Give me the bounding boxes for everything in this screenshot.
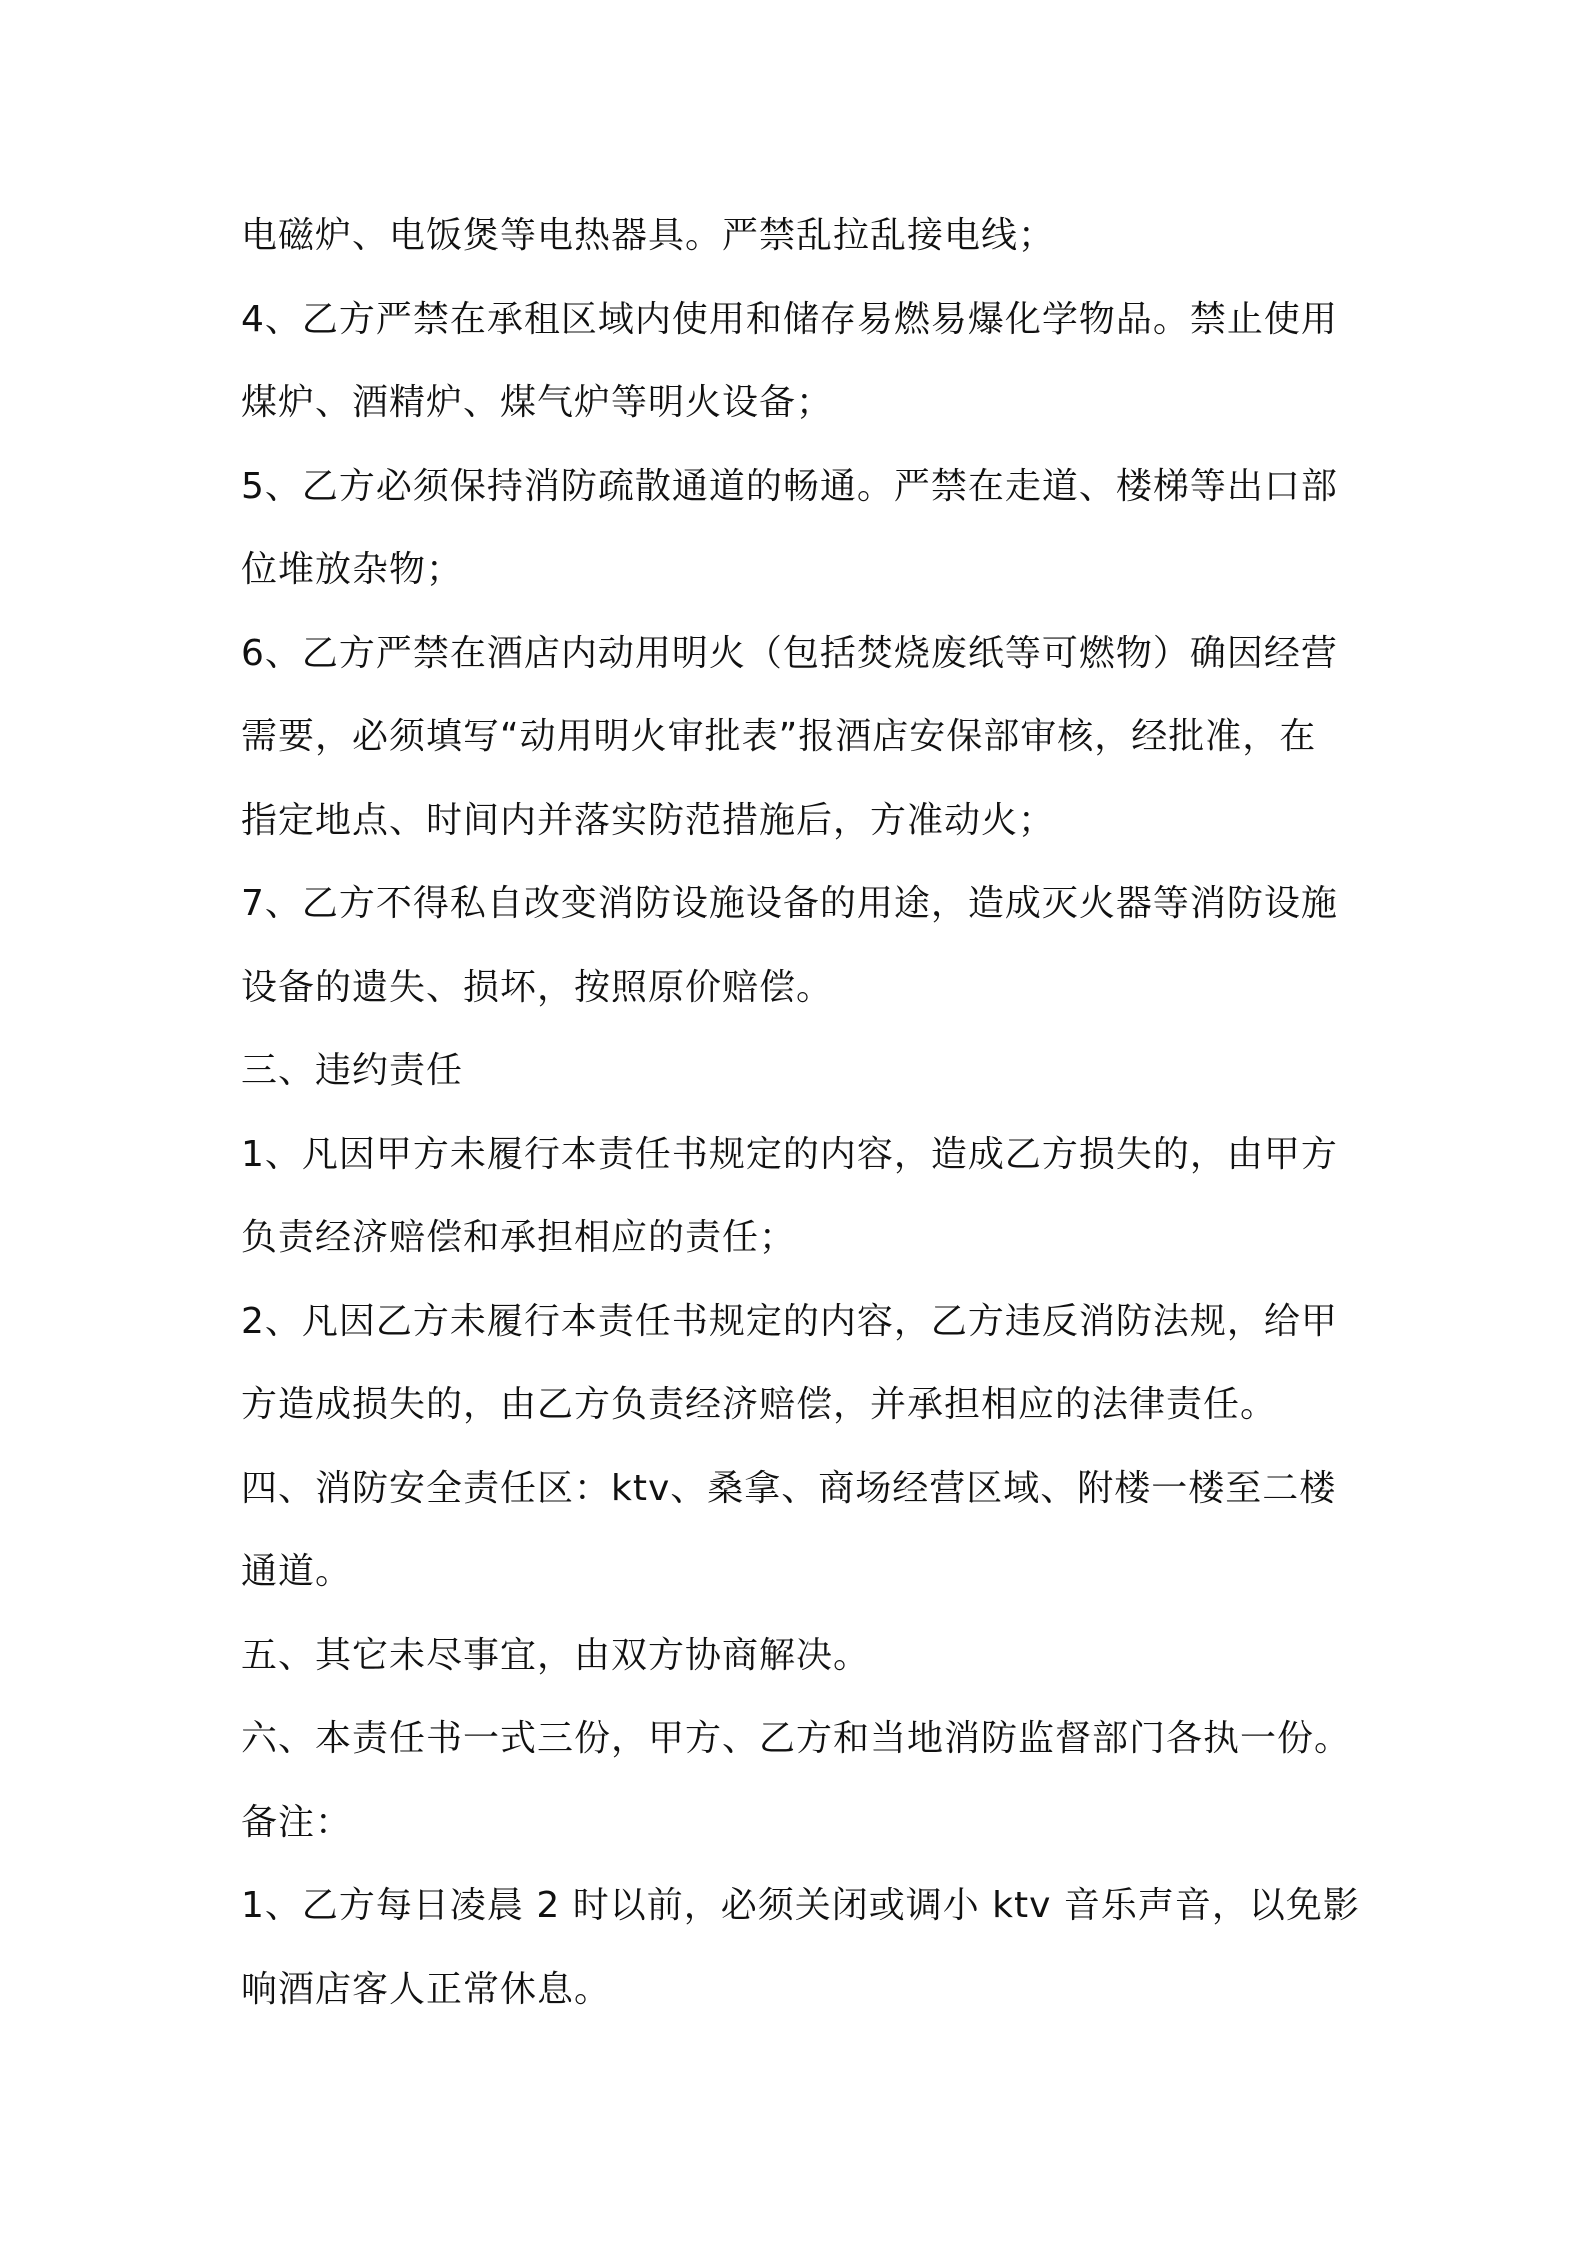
text-line: 位堆放杂物； (241, 549, 464, 590)
text-line: 五、其它未尽事宜，由双方协商解决。 (241, 1634, 871, 1676)
text-line: 1、凡因甲方未履行本责任书规定的内容，造成乙方损失的，由甲方 (241, 1133, 1338, 1175)
text-line: 六、本责任书一式三份，甲方、乙方和当地消防监督部门各执一份。 (241, 1718, 1352, 1759)
text-line: 煤炉、酒精炉、煤气炉等明火设备； (241, 382, 834, 423)
text-line: 2、凡因乙方未履行本责任书规定的内容，乙方违反消防法规，给甲 (241, 1300, 1338, 1342)
text-line: 4、乙方严禁在承租区域内使用和储存易燃易爆化学物品。禁止使用 (241, 298, 1338, 340)
text-line: 5、乙方必须保持消防疏散通道的畅通。严禁在走道、楼梯等出口部 (241, 465, 1338, 507)
text-line: 设备的遗失、损坏，按照原价赔偿。 (241, 966, 834, 1008)
text-line: 需要，必须填写“动用明火审批表”报酒店安保部审核，经批准，在 (241, 716, 1317, 757)
notes-heading: 备注： (241, 1801, 353, 1843)
text-line: 1、乙方每日凌晨 2 时以前，必须关闭或调小 ktv 音乐声音，以免影 (241, 1885, 1360, 1926)
text-line: 6、乙方严禁在酒店内动用明火（包括焚烧废纸等可燃物）确因经营 (241, 632, 1338, 674)
text-line: 通道。 (241, 1551, 353, 1592)
text-line: 指定地点、时间内并落实防范措施后，方准动火； (241, 799, 1056, 841)
document-body (241, 194, 1361, 2031)
text-line: 响酒店客人正常休息。 (241, 1968, 612, 2010)
text-line: 电磁炉、电饭煲等电热器具。严禁乱拉乱接电线； (241, 215, 1056, 256)
text-line: 负责经济赔偿和承担相应的责任； (241, 1217, 797, 1258)
text-line: 方造成损失的，由乙方负责经济赔偿，并承担相应的法律责任。 (241, 1384, 1278, 1425)
text-line: 7、乙方不得私自改变消防设施设备的用途，造成灭火器等消防设施 (241, 883, 1338, 924)
text-line: 四、消防安全责任区：ktv、桑拿、商场经营区域、附楼一楼至二楼 (241, 1467, 1337, 1509)
section-heading: 三、违约责任 (241, 1050, 464, 1091)
